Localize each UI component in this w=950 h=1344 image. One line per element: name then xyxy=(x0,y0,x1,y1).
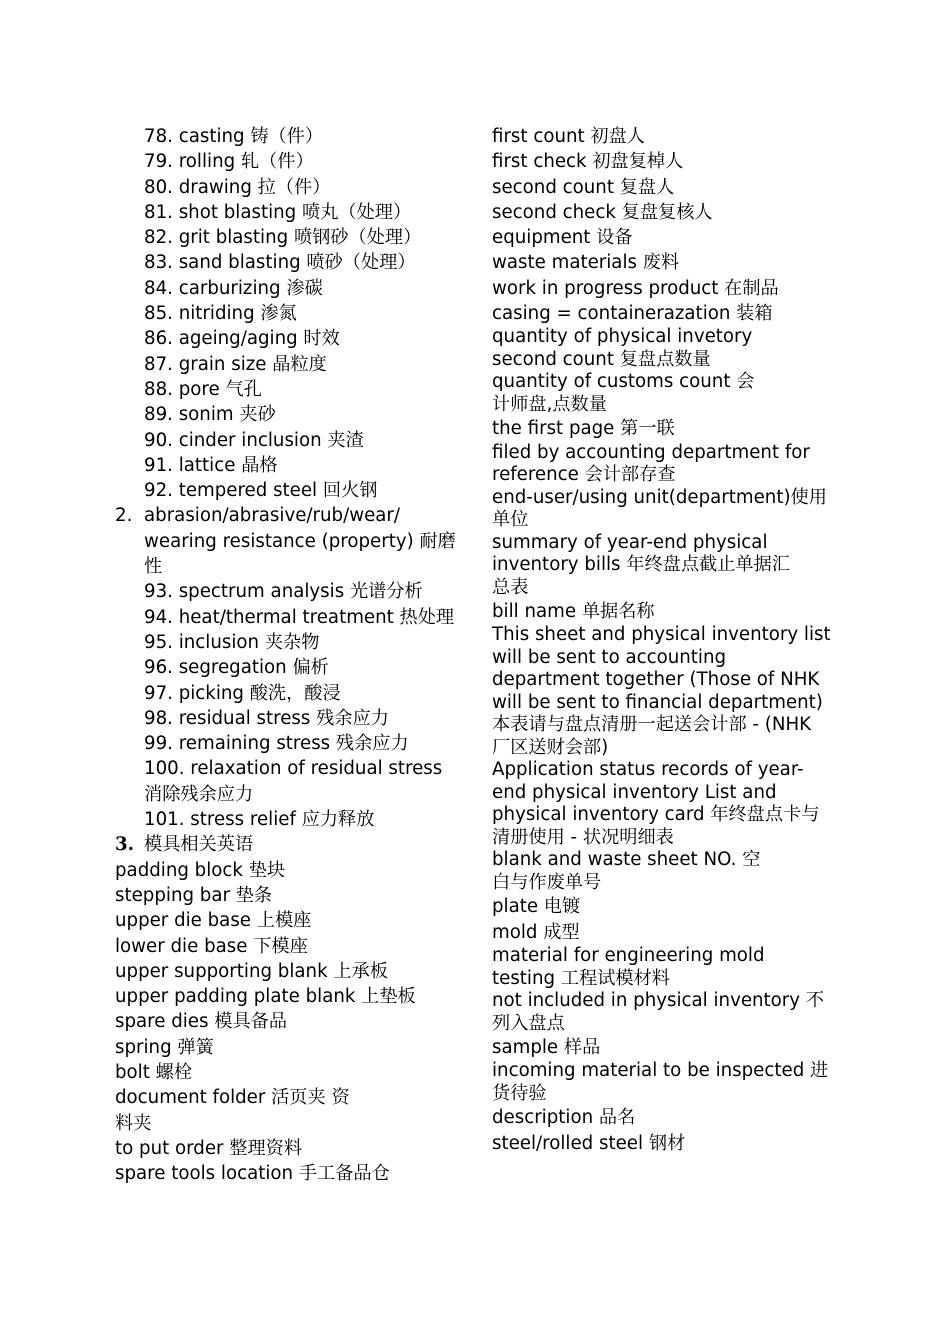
list-item: 83. sand blasting 喷砂（处理） xyxy=(144,252,416,274)
list-item: padding block 垫块 xyxy=(115,859,286,881)
list-item: 100. relaxation of residual stress 消除残余应力 xyxy=(144,758,443,805)
list-item: 92. tempered steel 回火钢 xyxy=(144,480,378,502)
list-item: 95. inclusion 夹杂物 xyxy=(144,631,320,653)
section-number: 2. xyxy=(115,505,133,527)
list-item: 91. lattice 晶格 xyxy=(144,454,278,476)
list-item: 78. casting 铸（件） xyxy=(144,126,324,147)
glossary-entry: material for engineering mold testing 工程试模材料 xyxy=(492,945,765,989)
glossary-entry: description 品名 xyxy=(492,1107,636,1129)
list-item: upper supporting blank 上承板 xyxy=(115,960,388,982)
list-item: 93. spectrum analysis 光谱分析 xyxy=(144,581,423,603)
glossary-entry: incoming material to be inspected 进货待验 xyxy=(492,1060,829,1104)
list-item: 86. ageing/aging 时效 xyxy=(144,328,340,350)
list-item: 85. nitriding 渗氮 xyxy=(144,303,297,325)
glossary-entry: filed by accounting department for reference 会计部存查 xyxy=(492,441,810,486)
list-item: 82. grit blasting 喷钢砂（处理） xyxy=(144,227,422,249)
list-item: 89. sonim 夹砂 xyxy=(144,404,276,426)
glossary-entry: second check 复盘复核人 xyxy=(492,201,713,223)
section-3-heading xyxy=(115,832,465,857)
section-text: 模具相关英语 xyxy=(144,834,254,856)
glossary-entry: casing = containerazation 装箱 xyxy=(492,303,773,325)
list-item: 98. residual stress 残余应力 xyxy=(144,707,389,729)
list-item: 80. drawing 拉（件） xyxy=(144,176,331,198)
section-text: abrasion/abrasive/rub/wear/ wearing resistance (property) 耐磨性 xyxy=(144,505,456,578)
list-item: 84. carburizing 渗碳 xyxy=(144,277,323,299)
glossary-entry: Application status records of year-end physical inventory List and physical inventory card 年终盘点卡与清册使用 - 状况明细表 xyxy=(492,759,820,848)
glossary-entry: quantity of customs count 会计师盘,点数量 xyxy=(492,371,755,415)
glossary-entry: second count 复盘人 xyxy=(492,176,675,198)
glossary-entry: blank and waste sheet NO. 空白与作废单号 xyxy=(492,849,761,893)
glossary-entry: end-user/using unit(department)使用单位 xyxy=(492,486,827,531)
glossary-entry: summary of year-end physical inventory bills 年终盘点截止单据汇总表 xyxy=(492,531,790,598)
list-item: lower die base 下模座 xyxy=(115,935,308,957)
glossary-entry: first count 初盘人 xyxy=(492,126,645,147)
glossary-entry: sample 样品 xyxy=(492,1037,601,1059)
right-column xyxy=(492,124,832,1156)
section-2-heading xyxy=(115,503,465,579)
list-item: to put order 整理资料 xyxy=(115,1137,303,1159)
list-item: 79. rolling 轧（件） xyxy=(144,151,314,173)
list-item: spare dies 模具备品 xyxy=(115,1011,288,1033)
glossary-entry: quantity of physical invetory second count 复盘点数量 xyxy=(492,326,753,370)
list-item: 90. cinder inclusion 夹渣 xyxy=(144,429,364,451)
list-item: stepping bar 垫条 xyxy=(115,884,273,906)
glossary-entry: not included in physical inventory 不列入盘点 xyxy=(492,990,825,1034)
glossary-entry: equipment 设备 xyxy=(492,227,633,249)
list-item: 96. segregation 偏析 xyxy=(144,657,329,679)
glossary-entry: bill name 单据名称 xyxy=(492,601,655,623)
list-item: upper die base 上模座 xyxy=(115,910,312,932)
section-number: 3. xyxy=(115,834,134,856)
glossary-entry: waste materials 废料 xyxy=(492,252,680,274)
list-item: 87. grain size 晶粒度 xyxy=(144,353,327,375)
glossary-entry: first check 初盘复棹人 xyxy=(492,151,684,173)
list-item: upper padding plate blank 上垫板 xyxy=(115,986,416,1008)
list-item: 99. remaining stress 残余应力 xyxy=(144,733,409,755)
list-item: spare tools location 手工备品仓 xyxy=(115,1163,390,1185)
glossary-entry: the first page 第一联 xyxy=(492,418,675,440)
list-item: 88. pore 气孔 xyxy=(144,378,262,400)
list-item: 101. stress relief 应力释放 xyxy=(144,809,375,831)
glossary-entry: mold 成型 xyxy=(492,921,580,943)
list-item: document folder 活页夹 资料夹 xyxy=(115,1087,350,1134)
glossary-entry: work in progress product 在制品 xyxy=(492,277,779,299)
glossary-entry: plate 电镀 xyxy=(492,896,581,918)
list-item: spring 弹簧 xyxy=(115,1036,214,1058)
left-column xyxy=(115,124,465,1186)
list-item: 94. heat/thermal treatment 热处理 xyxy=(144,606,455,628)
glossary-entry: This sheet and physical inventory list will be sent to accounting department together (Those of NHK will be sent to financial department) 本表请与盘点清册一起送会计部 - (NHK 厂区送财会部) xyxy=(492,624,831,758)
list-item: 97. picking 酸洗，酸浸 xyxy=(144,682,341,704)
list-item: 81. shot blasting 喷丸（处理） xyxy=(144,201,412,223)
glossary-entry: steel/rolled steel 钢材 xyxy=(492,1132,686,1154)
list-item: bolt 螺栓 xyxy=(115,1061,193,1083)
